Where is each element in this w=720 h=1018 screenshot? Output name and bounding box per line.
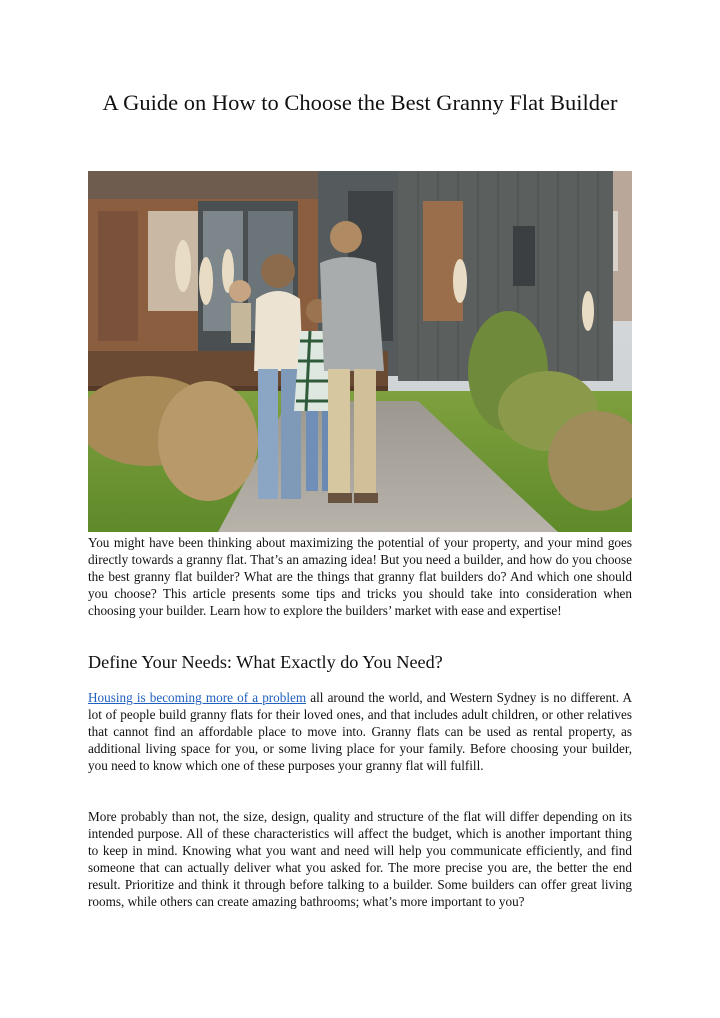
hero-photo-family-granny-flat [88,171,632,532]
section-paragraph-1-text: all around the world, and Western Sydney is no different. A lot of people build granny flats for their loved ones, and that includes adult children, or other relatives that cannot find an affordable place to move into. Granny flats can be used as rental property, as additional living space for you, or some living place for your family. Before choosing your builder, you need to know which one of these purposes your granny flat will fulfill. [88,690,632,773]
section-paragraph-2: More probably than not, the size, design, quality and structure of the flat will differ depending on its intended purpose. All of these characteristics will affect the budget, which is another important thing to keep in mind. Knowing what you want and need will help you communicate efficiently, and find someone that can actually deliver what you asked for. The more precise you are, the better the end result. Prioritize and think it through before talking to a builder. Some builders can offer great living rooms, while others can create amazing bathrooms; what’s more important to you? [88,809,632,909]
housing-problem-link[interactable]: Housing is becoming more of a problem [88,690,307,705]
section-heading: Define Your Needs: What Exactly do You Need? [88,652,443,672]
page-title: A Guide on How to Choose the Best Granny Flat Builder [102,90,618,115]
section-paragraph-1 [88,689,632,774]
intro-paragraph: You might have been thinking about maximizing the potential of your property, and your mind goes directly towards a granny flat. That’s an amazing idea! But you need a builder, and how do you choose the best granny flat builder? What are the things that granny flat builders do? And which one should you choose? This article presents some tips and tricks you should take into consideration when choosing your builder. Learn how to explore the builders’ market with ease and expertise! [88,535,632,618]
